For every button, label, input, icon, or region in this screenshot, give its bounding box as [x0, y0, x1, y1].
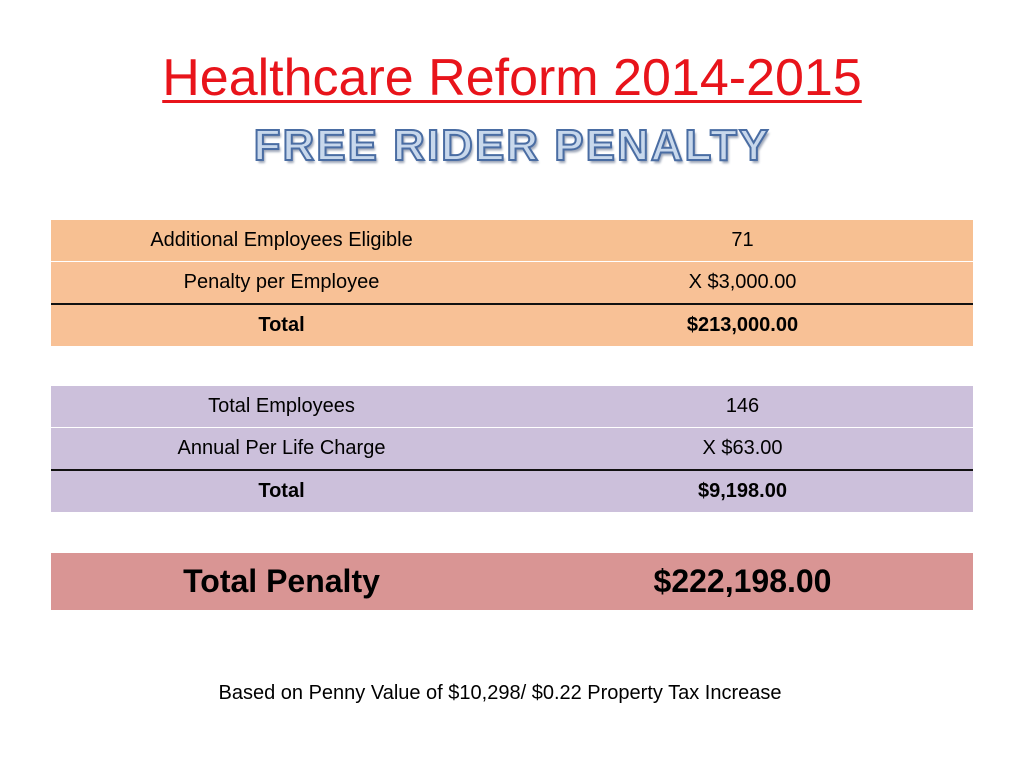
- row-value: 146: [725, 395, 760, 417]
- table-row: [51, 428, 973, 471]
- table-row: [51, 220, 973, 262]
- table-row: [51, 386, 973, 428]
- row-value: X $63.00: [512, 428, 973, 471]
- row-label: Total: [51, 304, 512, 346]
- row-value: 71: [731, 229, 754, 251]
- slide-title-text: Healthcare Reform 2014-2015: [162, 49, 862, 107]
- row-value: X $3,000.00: [512, 262, 973, 305]
- total-penalty-band: [51, 553, 973, 610]
- total-penalty-label: Total Penalty: [183, 563, 380, 599]
- row-value: $9,198.00: [512, 470, 973, 512]
- table-total-row: [51, 470, 973, 512]
- table-row: [51, 262, 973, 305]
- table-total-row: [51, 304, 973, 346]
- footnote: Based on Penny Value of $10,298/ $0.22 Property Tax Increase: [218, 682, 782, 704]
- penalty-calculation-table: [51, 220, 973, 346]
- slide-title: [0, 46, 1024, 110]
- row-label: Total Employees: [208, 395, 355, 417]
- row-label: Additional Employees Eligible: [150, 229, 413, 251]
- total-penalty-value: $222,198.00: [653, 563, 832, 599]
- row-label: Total: [51, 470, 512, 512]
- per-life-charge-table: [51, 386, 973, 512]
- row-label: Annual Per Life Charge: [51, 428, 512, 471]
- row-label: Penalty per Employee: [51, 262, 512, 305]
- row-value: $213,000.00: [512, 304, 973, 346]
- slide-subtitle: FREE RIDER PENALTY: [253, 121, 771, 170]
